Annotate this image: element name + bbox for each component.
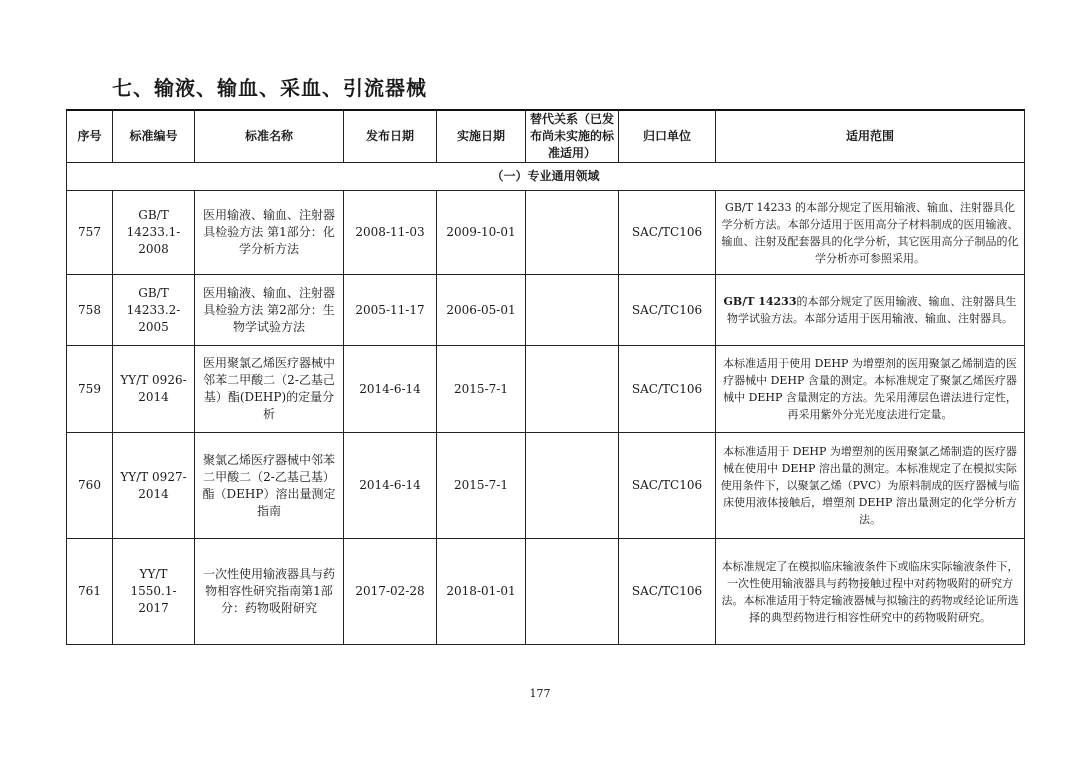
scope-text: GB/T 14233 的本部分规定了医用输液、输血、注射器具化学分析方法。本部分适用于医用高分子材料制成的医用输液、输血、注射及配套器具的化学分析，其它医用高分子制品的化学分析亦可参照采用。: [721, 200, 1019, 265]
page-title: 七、输液、输血、采血、引流器械: [112, 76, 427, 100]
publish-date: 2014-6-14: [344, 433, 437, 539]
standard-name: 医用聚氯乙烯医疗器械中邻苯二甲酸二（2-乙基己基）酯(DEHP)的定量分析: [195, 346, 344, 433]
row-number: 761: [67, 539, 113, 645]
publish-date: 2008-11-03: [344, 191, 437, 275]
responsible-unit: SAC/TC106: [619, 346, 716, 433]
row-number: 757: [67, 191, 113, 275]
standard-code: YY/T 1550.1-2017: [113, 539, 195, 645]
header-cell: 归口单位: [619, 110, 716, 163]
scope-cell: [716, 433, 1025, 539]
standard-name: 医用输液、输血、注射器具检验方法 第1部分：化学分析方法: [195, 191, 344, 275]
header-cell: 发布日期: [344, 110, 437, 163]
header-cell: 序号: [67, 110, 113, 163]
scope-text: 本标准适用于使用 DEHP 为增塑剂的医用聚氯乙烯制造的医疗器械中 DEHP 含量的测定。本标准规定了聚氯乙烯医疗器械中 DEHP 含量测定的方法。先采用薄层色谱法进行定性，再采用紫外分光光度法进行定量。: [723, 357, 1017, 421]
scope-cell: [716, 191, 1025, 275]
scope-text: 的本部分规定了医用输液、输血、注射器具生物学试验方法。本部分适用于医用输液、输血、注射器具。: [727, 295, 1017, 325]
scope-cell: [716, 275, 1025, 346]
replacement: [526, 191, 619, 275]
responsible-unit: SAC/TC106: [619, 539, 716, 645]
standard-name: 一次性使用输液器具与药物相容性研究指南第1部分：药物吸附研究: [195, 539, 344, 645]
header-cell: 标准名称: [195, 110, 344, 163]
scope-text: 本标准适用于 DEHP 为增塑剂的医用聚氯乙烯制造的医疗器械在使用中 DEHP 溶出量的测定。本标准规定了在模拟实际使用条件下，以聚氯乙烯（PVC）为原料制成的医疗器械与临床使用液体接触后，增塑剂 DEHP 溶出量测定的化学分析方法。: [720, 445, 1020, 526]
page-number: 177: [529, 687, 551, 700]
header-cell: 实施日期: [437, 110, 526, 163]
standards-table: [66, 109, 1025, 645]
responsible-unit: SAC/TC106: [619, 191, 716, 275]
row-number: 758: [67, 275, 113, 346]
scope-text: 本标准规定了在模拟临床输液条件下或临床实际输液条件下，一次性使用输液器具与药物接触过程中对药物吸附的研究方法。本标准适用于特定输液器械与拟输注的药物或经论证所选择的典型药物进行相容性研究中的药物吸附研究。: [721, 559, 1019, 624]
publish-date: 2005-11-17: [344, 275, 437, 346]
standard-code: YY/T 0927-2014: [113, 433, 195, 539]
implement-date: 2006-05-01: [437, 275, 526, 346]
scope-cell: [716, 346, 1025, 433]
implement-date: 2018-01-01: [437, 539, 526, 645]
standard-code: GB/T 14233.2-2005: [113, 275, 195, 346]
table-row: [67, 191, 1025, 275]
replacement: [526, 433, 619, 539]
scope-cell: [716, 539, 1025, 645]
standard-name: 医用输液、输血、注射器具检验方法 第2部分：生物学试验方法: [195, 275, 344, 346]
scope-lead: GB/T 14233: [723, 295, 797, 308]
table-row: [67, 275, 1025, 346]
standard-code: YY/T 0926-2014: [113, 346, 195, 433]
row-number: 759: [67, 346, 113, 433]
header-cell: 适用范围: [716, 110, 1025, 163]
table-row: [67, 539, 1025, 645]
replacement: [526, 346, 619, 433]
header-cell: 替代关系（已发布尚未实施的标准适用）: [526, 110, 619, 163]
section-title: （一）专业通用领域: [67, 163, 1025, 191]
responsible-unit: SAC/TC106: [619, 433, 716, 539]
implement-date: 2009-10-01: [437, 191, 526, 275]
replacement: [526, 275, 619, 346]
publish-date: 2014-6-14: [344, 346, 437, 433]
table-row: [67, 346, 1025, 433]
table-row: [67, 433, 1025, 539]
section-row: [67, 163, 1025, 191]
standard-name: 聚氯乙烯医疗器械中邻苯二甲酸二（2-乙基己基）酯（DEHP）溶出量测定指南: [195, 433, 344, 539]
table-header-row: [67, 110, 1025, 163]
standard-code: GB/T 14233.1-2008: [113, 191, 195, 275]
row-number: 760: [67, 433, 113, 539]
responsible-unit: SAC/TC106: [619, 275, 716, 346]
implement-date: 2015-7-1: [437, 346, 526, 433]
implement-date: 2015-7-1: [437, 433, 526, 539]
replacement: [526, 539, 619, 645]
publish-date: 2017-02-28: [344, 539, 437, 645]
header-cell: 标准编号: [113, 110, 195, 163]
